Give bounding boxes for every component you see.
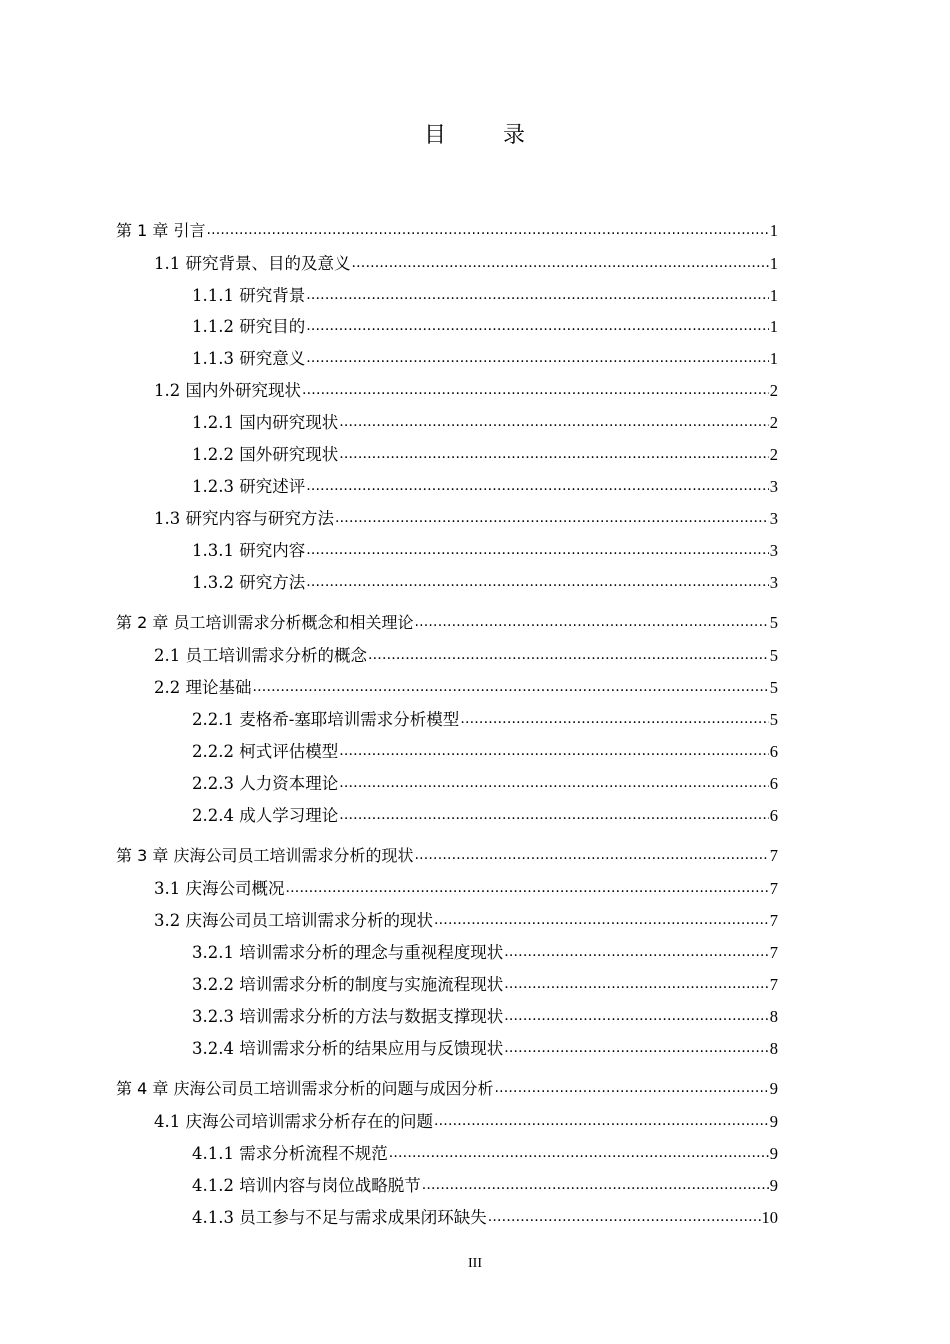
dot-leader [504, 941, 769, 960]
toc-entry-title: 1.2.2 国外研究现状 [192, 445, 339, 464]
toc-entry-page-number: 1 [769, 349, 778, 368]
toc-entry-level-3[interactable] [192, 441, 778, 465]
toc-entry-title: 2.2 理论基础 [154, 678, 252, 697]
toc-entry-title: 1.1.3 研究意义 [192, 349, 306, 368]
toc-entry-page-number: 1 [769, 221, 778, 240]
toc-entry-title: 3.1 庆海公司概况 [154, 879, 285, 898]
dot-leader [335, 507, 769, 526]
dot-leader [434, 909, 769, 928]
toc-entry-page-number: 6 [769, 742, 778, 761]
dot-leader [504, 1005, 769, 1024]
dot-leader [504, 973, 769, 992]
toc-entry-level-3[interactable] [192, 738, 778, 762]
toc-entry-page-number: 2 [769, 381, 778, 400]
dot-leader [286, 877, 769, 896]
toc-entry-title: 2.1 员工培训需求分析的概念 [154, 646, 367, 665]
toc-entry-title: 1.2 国内外研究现状 [154, 381, 301, 400]
toc-entry-title: 2.2.2 柯式评估模型 [192, 742, 339, 761]
toc-entry-level-2[interactable] [154, 674, 778, 698]
toc-entry-page-number: 9 [769, 1144, 778, 1163]
toc-entry-level-2[interactable] [154, 875, 778, 899]
toc-entry-page-number: 5 [769, 710, 778, 729]
toc-title-char-1: 目 [423, 123, 447, 148]
toc-entry-level-3[interactable] [192, 282, 778, 306]
toc-title-char-2: 录 [503, 123, 527, 148]
dot-leader [306, 315, 769, 334]
dot-leader [339, 411, 769, 430]
toc-entry-title: 3.2.4 培训需求分析的结果应用与反馈现状 [192, 1039, 504, 1058]
toc-entry-level-2[interactable] [154, 907, 778, 931]
toc-entry-title: 第 1 章 引言 [116, 221, 206, 240]
toc-entry-title: 第 3 章 庆海公司员工培训需求分析的现状 [116, 846, 414, 865]
toc-entry-level-3[interactable] [192, 473, 778, 497]
toc-entry-page-number: 1 [769, 254, 778, 273]
toc-entry-level-3[interactable] [192, 802, 778, 826]
toc-entry-page-number: 7 [769, 846, 778, 865]
toc-entry-page-number: 5 [769, 646, 778, 665]
dot-leader [488, 1206, 761, 1225]
dot-leader [339, 772, 769, 791]
toc-entry-page-number: 5 [769, 678, 778, 697]
toc-entry-title: 1.1.1 研究背景 [192, 286, 306, 305]
toc-entry-title: 第 2 章 员工培训需求分析概念和相关理论 [116, 613, 414, 632]
toc-entry-level-2[interactable] [154, 642, 778, 666]
toc-entry-level-1[interactable] [116, 843, 778, 867]
toc-entry-level-3[interactable] [192, 1035, 778, 1059]
toc-entry-level-3[interactable] [192, 1003, 778, 1027]
dot-leader [306, 475, 769, 494]
toc-entry-level-3[interactable] [192, 313, 778, 337]
toc-entry-page-number: 10 [761, 1208, 778, 1227]
page-number-footer: III [468, 1256, 482, 1271]
toc-entry-level-1[interactable] [116, 218, 778, 242]
toc-entry-page-number: 5 [769, 613, 778, 632]
toc-entry-level-1[interactable] [116, 610, 778, 634]
toc-entry-page-number: 3 [769, 573, 778, 592]
toc-entry-title: 1.2.3 研究述评 [192, 477, 306, 496]
dot-leader [414, 844, 768, 863]
toc-title [0, 118, 950, 149]
toc-entry-level-3[interactable] [192, 770, 778, 794]
dot-leader [460, 708, 768, 727]
toc-entry-title: 1.1 研究背景、目的及意义 [154, 254, 351, 273]
toc-entry-level-3[interactable] [192, 569, 778, 593]
toc-entry-title: 1.2.1 国内研究现状 [192, 413, 339, 432]
toc-entry-page-number: 7 [769, 975, 778, 994]
dot-leader [302, 379, 769, 398]
toc-entry-level-3[interactable] [192, 971, 778, 995]
toc-entry-page-number: 3 [769, 477, 778, 496]
toc-entry-level-3[interactable] [192, 1204, 778, 1228]
toc-entry-level-3[interactable] [192, 409, 778, 433]
toc-entry-page-number: 9 [769, 1112, 778, 1131]
toc-entry-title: 3.2.3 培训需求分析的方法与数据支撑现状 [192, 1007, 504, 1026]
toc-entry-title: 3.2 庆海公司员工培训需求分析的现状 [154, 911, 433, 930]
toc-entry-page-number: 8 [769, 1039, 778, 1058]
toc-entry-page-number: 2 [769, 413, 778, 432]
toc-entry-title: 4.1 庆海公司培训需求分析存在的问题 [154, 1112, 433, 1131]
toc-entry-level-2[interactable] [154, 377, 778, 401]
dot-leader [253, 676, 769, 695]
toc-entry-title: 3.2.1 培训需求分析的理念与重视程度现状 [192, 943, 504, 962]
dot-leader [306, 284, 769, 303]
toc-entry-page-number: 9 [769, 1079, 778, 1098]
dot-leader [339, 443, 769, 462]
toc-entry-title: 1.3.1 研究内容 [192, 541, 306, 560]
dot-leader [306, 571, 769, 590]
toc-entry-level-2[interactable] [154, 505, 778, 529]
toc-entry-page-number: 7 [769, 943, 778, 962]
toc-entry-level-3[interactable] [192, 706, 778, 730]
toc-entry-title: 第 4 章 庆海公司员工培训需求分析的问题与成因分析 [116, 1079, 494, 1098]
toc-entry-page-number: 3 [769, 541, 778, 560]
dot-leader [339, 740, 769, 759]
toc-entry-title: 3.2.2 培训需求分析的制度与实施流程现状 [192, 975, 504, 994]
toc-entry-page-number: 7 [769, 879, 778, 898]
toc-entry-page-number: 8 [769, 1007, 778, 1026]
toc-entry-page-number: 1 [769, 286, 778, 305]
dot-leader [306, 347, 769, 366]
toc-entry-level-3[interactable] [192, 345, 778, 369]
dot-leader [339, 804, 769, 823]
toc-entry-title: 1.1.2 研究目的 [192, 317, 306, 336]
toc-entry-page-number: 6 [769, 774, 778, 793]
toc-entry-page-number: 7 [769, 911, 778, 930]
toc-entry-title: 4.1.2 培训内容与岗位战略脱节 [192, 1176, 421, 1195]
dot-leader [422, 1174, 769, 1193]
dot-leader [389, 1142, 769, 1161]
dot-leader [434, 1110, 769, 1129]
toc-entry-page-number: 3 [769, 509, 778, 528]
toc-entry-title: 4.1.3 员工参与不足与需求成果闭环缺失 [192, 1208, 487, 1227]
toc-entry-page-number: 6 [769, 806, 778, 825]
toc-entry-title: 2.2.3 人力资本理论 [192, 774, 339, 793]
toc-entry-level-3[interactable] [192, 1172, 778, 1196]
toc-entry-page-number: 2 [769, 445, 778, 464]
toc-entry-title: 1.3.2 研究方法 [192, 573, 306, 592]
toc-entry-level-2[interactable] [154, 1108, 778, 1132]
toc-entry-level-3[interactable] [192, 939, 778, 963]
toc-entry-title: 4.1.1 需求分析流程不规范 [192, 1144, 388, 1163]
toc-entry-page-number: 1 [769, 317, 778, 336]
toc-entry-level-1[interactable] [116, 1076, 778, 1100]
dot-leader [414, 611, 768, 630]
toc-entry-title: 2.2.4 成人学习理论 [192, 806, 339, 825]
toc-entry-title: 1.3 研究内容与研究方法 [154, 509, 334, 528]
dot-leader [368, 644, 769, 663]
toc-entry-level-3[interactable] [192, 537, 778, 561]
toc-entry-level-3[interactable] [192, 1140, 778, 1164]
dot-leader [494, 1077, 768, 1096]
dot-leader [352, 252, 769, 271]
dot-leader [306, 539, 769, 558]
dot-leader [504, 1037, 769, 1056]
toc-entry-title: 2.2.1 麦格希-塞耶培训需求分析模型 [192, 710, 460, 729]
toc-entry-page-number: 9 [769, 1176, 778, 1195]
dot-leader [206, 219, 768, 238]
toc-entry-level-2[interactable] [154, 250, 778, 274]
